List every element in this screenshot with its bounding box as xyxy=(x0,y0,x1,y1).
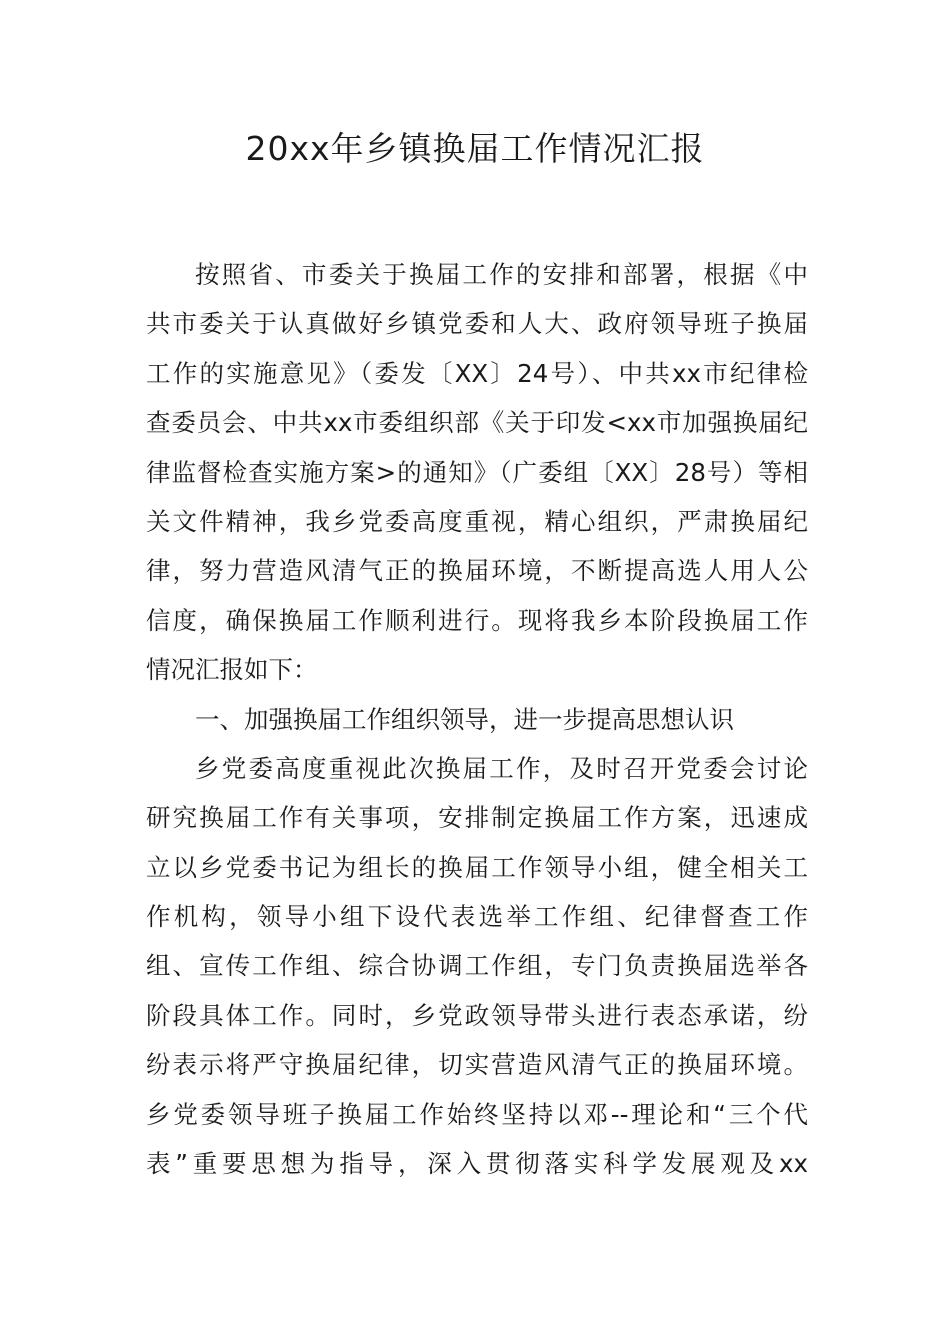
document-title: 20xx年乡镇换届工作情况汇报 xyxy=(245,129,705,168)
document-body xyxy=(146,250,808,1188)
body-line: 乡党委领导班子换届工作始终坚持以邓--理论和“三个代 xyxy=(146,1099,808,1129)
body-line: 研究换届工作有关事项，安排制定换届工作方案，迅速成 xyxy=(146,803,808,833)
body-line: 查委员会、中共xx市委组织部《关于印发<xx市加强换届纪 xyxy=(146,408,808,438)
body-line: 按照省、市委关于换届工作的安排和部署，根据《中 xyxy=(195,260,808,289)
body-line: 立以乡党委书记为组长的换届工作领导小组，健全相关工 xyxy=(146,852,808,882)
body-line: 情况汇报如下： xyxy=(146,655,318,685)
body-line: 表”重要思想为指导，深入贯彻落实科学发展观及xx xyxy=(146,1149,808,1179)
body-line: 律，努力营造风清气正的换届环境，不断提高选人用人公 xyxy=(146,556,808,586)
body-line: 阶段具体工作。同时，乡党政领导带头进行表态承诺，纷 xyxy=(146,1000,808,1030)
body-line: 一、加强换届工作组织领导，进一步提高思想认识 xyxy=(195,704,734,734)
body-line: 共市委关于认真做好乡镇党委和人大、政府领导班子换届 xyxy=(146,309,808,339)
body-line: 作机构，领导小组下设代表选举工作组、纪律督查工作 xyxy=(146,902,808,932)
body-line: 纷表示将严守换届纪律，切实营造风清气正的换届环境。 xyxy=(146,1050,808,1080)
body-line: 关文件精神，我乡党委高度重视，精心组织，严肃换届纪 xyxy=(146,506,808,536)
body-line: 乡党委高度重视此次换届工作，及时召开党委会讨论 xyxy=(195,753,808,783)
body-line: 律监督检查实施方案>的通知》（广委组〔XX〕28号）等相 xyxy=(146,457,808,487)
body-line: 组、宣传工作组、综合协调工作组，专门负责换届选举各 xyxy=(146,951,808,981)
body-line: 信度，确保换届工作顺利进行。现将我乡本阶段换届工作 xyxy=(146,605,808,635)
body-line: 工作的实施意见》（委发〔XX〕24号）、中共xx市纪律检 xyxy=(146,358,808,388)
